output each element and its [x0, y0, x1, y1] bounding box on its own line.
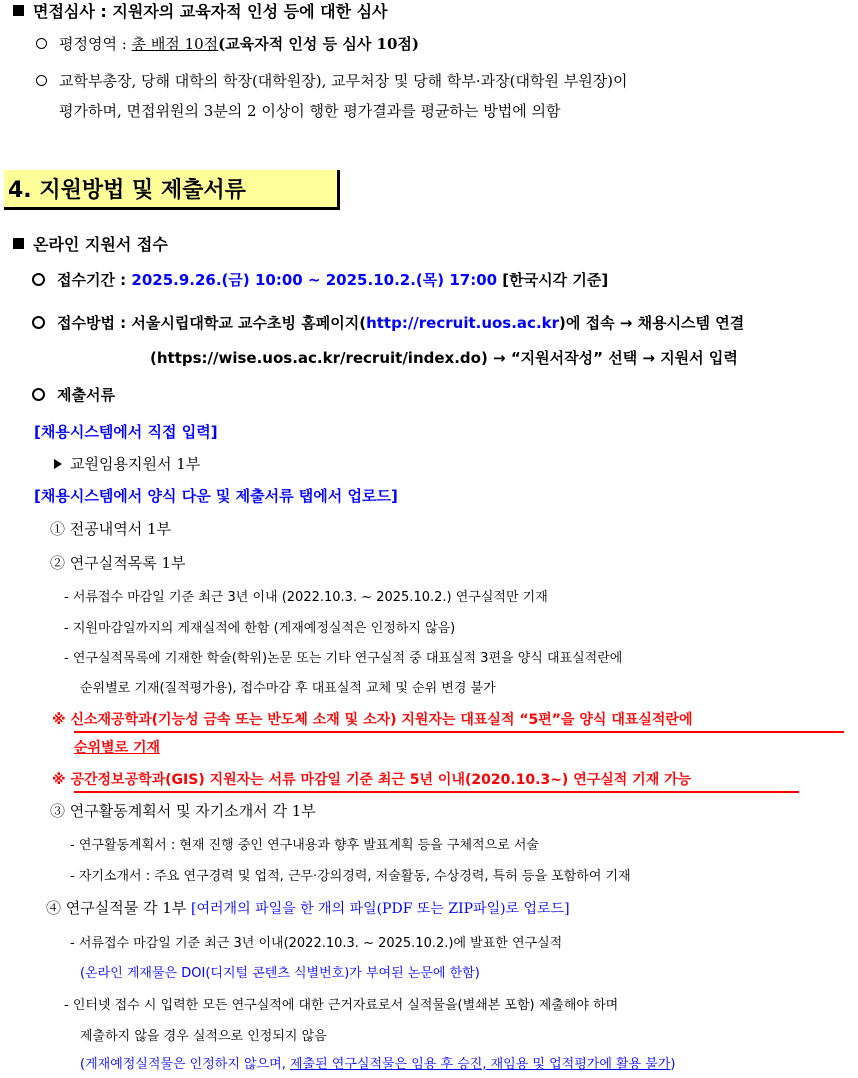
upload-item-2-detail-2: - 지원마감일까지의 게재실적에 한함 (게재예정실적은 인정하지 않음)	[64, 621, 456, 636]
triangle-bullet-icon	[54, 459, 62, 469]
upload-item-2-detail-3-cont: 순위별로 기재(질적평가용), 접수마감 후 대표실적 교체 및 순위 변경 불가	[80, 681, 496, 696]
direct-input-item: 교원임용지원서 1부	[54, 457, 200, 472]
upload-item-2-detail-3: - 연구실적목록에 기재한 학술(학위)논문 또는 기타 연구실적 중 대표실적 3편을 양식 대표실적란에	[64, 651, 623, 666]
upload-item-3-detail-1: - 연구활동계획서 : 현재 진행 중인 연구내용과 향후 발표계획 등을 구체적으로 서술	[70, 838, 539, 853]
upload-item-4-detail-1-note: (온라인 게재물은 DOI(디지털 콘텐츠 식별번호)가 부여된 논문에 한함)	[80, 966, 480, 981]
circle-bullet-icon	[32, 316, 45, 329]
interview-heading: 면접심사 : 지원자의 교육자적 인성 등에 대한 심사	[13, 4, 388, 20]
upload-item-3: ③ 연구활동계획서 및 자기소개서 각 1부	[50, 802, 316, 820]
upload-item-4-detail-3: (게재예정실적물은 인정하지 않으며, 제출된 연구실적물은 임용 후 승진, 재임용 및 업적평가에 활용 불가)	[80, 1057, 676, 1072]
interview-item-evaluators: 교학부총장, 당해 대학의 학장(대학원장), 교무처장 및 당해 학부·과장(대학원 부원장)이	[36, 74, 628, 89]
underline-note-1	[74, 731, 844, 733]
online-heading: 온라인 지원서 접수	[13, 237, 168, 253]
direct-input-heading: [채용시스템에서 직접 입력]	[34, 423, 218, 441]
circle-bullet-icon	[32, 273, 45, 286]
upload-item-4-detail-1: - 서류접수 마감일 기준 최근 3년 이내(2022.10.3. ~ 2025.10.2.)에 발표한 연구실적	[70, 936, 563, 951]
circle-bullet-icon	[36, 75, 47, 86]
recruit-homepage-link[interactable]: http://recruit.uos.ac.kr	[366, 314, 560, 332]
application-method: 접수방법 : 서울시립대학교 교수초빙 홈페이지(http://recruit.uos.ac.kr)에 접속 → 채용시스템 연결	[32, 316, 744, 331]
underline-note-2	[74, 791, 799, 793]
application-method-cont: (https://wise.uos.ac.kr/recruit/index.do) → “지원서작성” 선택 → 지원서 입력	[150, 349, 738, 367]
upload-item-1: ① 전공내역서 1부	[50, 520, 172, 538]
upload-heading: [채용시스템에서 양식 다운 및 제출서류 탭에서 업로드]	[34, 487, 398, 505]
upload-item-2-detail-1: - 서류접수 마감일 기준 최근 3년 이내 (2022.10.3. ~ 2025.10.2.) 연구실적만 기재	[64, 590, 548, 605]
note-geoinformatics: ※ 공간정보공학과(GIS) 지원자는 서류 마감일 기준 최근 5년 이내(2020.10.3~) 연구실적 기재 가능	[52, 772, 692, 788]
note-materials-engineering-cont: 순위별로 기재	[74, 740, 161, 756]
note-materials-engineering: ※ 신소재공학과(기능성 금속 또는 반도체 소재 및 소자) 지원자는 대표실적 “5편”을 양식 대표실적란에	[52, 712, 693, 728]
application-period: 접수기간 : 2025.9.26.(금) 10:00 ~ 2025.10.2.(목) 17:00 [한국시각 기준]	[32, 273, 608, 288]
circle-bullet-icon	[36, 38, 47, 49]
square-bullet-icon	[13, 238, 24, 249]
upload-item-4: ④ 연구실적물 각 1부 [여러개의 파일을 한 개의 파일(PDF 또는 ZIP파일)로 업로드]	[46, 899, 570, 917]
upload-item-3-detail-2: - 자기소개서 : 주요 연구경력 및 업적, 근무·강의경력, 저술활동, 수상경력, 특허 등을 포함하여 기재	[70, 869, 631, 884]
upload-item-2: ② 연구실적목록 1부	[50, 554, 186, 572]
interview-item-score: 평정영역 : 총 배점 10점(교육자적 인성 등 심사 10점)	[36, 37, 419, 52]
upload-item-4-detail-2: - 인터넷 접수 시 입력한 모든 연구실적에 대한 근거자료로서 실적물을(별쇄본 포함) 제출해야 하며	[64, 998, 619, 1013]
interview-item-evaluators-cont: 평가하며, 면접위원의 3분의 2 이상이 행한 평가결과를 평균하는 방법에 의함	[59, 102, 561, 120]
section-title: 4. 지원방법 및 제출서류	[8, 178, 246, 203]
square-bullet-icon	[13, 5, 24, 16]
upload-item-4-detail-2-cont: 제출하지 않을 경우 실적으로 인정되지 않음	[80, 1029, 327, 1044]
circle-bullet-icon	[32, 388, 45, 401]
submission-docs-label: 제출서류	[32, 388, 115, 403]
